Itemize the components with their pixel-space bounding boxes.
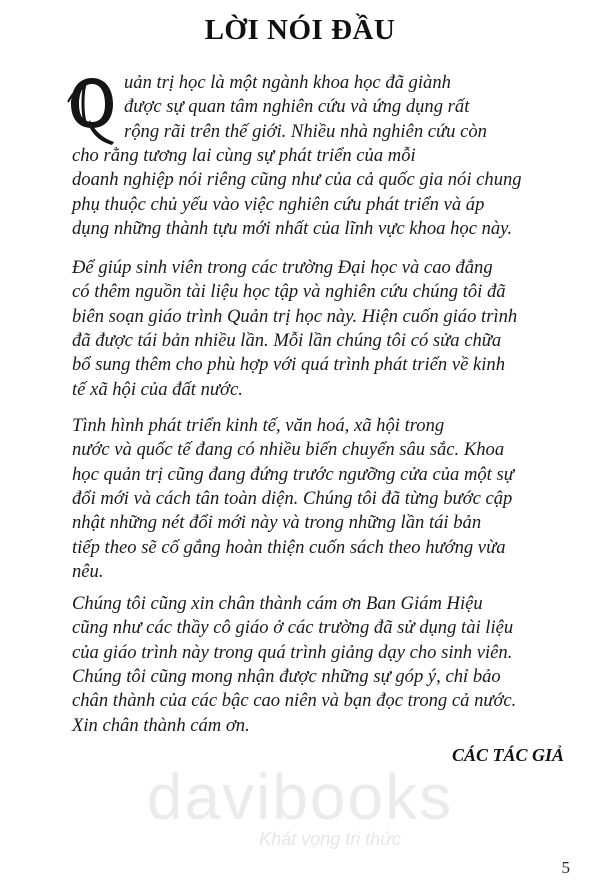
page-title: LỜI NÓI ĐẦU [204, 14, 396, 46]
paragraph-3-line: tiếp theo sẽ cố gắng hoàn thiện cuốn sách theo hướng vừa [72, 536, 506, 558]
paragraph-2-line: tế xã hội của đất nước. [72, 378, 243, 400]
paragraph-3-line: học quản trị cũng đang đứng trước ngưỡng cửa của một sự [72, 463, 514, 485]
paragraph-1-line: rộng rãi trên thế giới. Nhiều nhà nghiên cứu còn [124, 120, 487, 142]
paragraph-3-line: nêu. [72, 560, 104, 582]
paragraph-4-line: Chúng tôi cũng mong nhận được những sự góp ý, chỉ bảo [72, 665, 501, 687]
paragraph-1-line: uản trị học là một ngành khoa học đã giành [124, 72, 451, 93]
paragraph-4-line: Xin chân thành cám ơn. [72, 714, 250, 736]
paragraph-2-line: biên soạn giáo trình Quản trị học này. Hiện cuốn giáo trình [72, 305, 518, 327]
paragraph-3-line: nhật những nét đổi mới này và trong những lần tái bản [72, 512, 482, 534]
paragraph-4-line: chân thành của các bậc cao niên và bạn đọc trong cả nước. [72, 690, 517, 712]
paragraph-4-line: của giáo trình này trong quá trình giảng dạy cho sinh viên. [72, 641, 513, 663]
drop-cap-q [66, 72, 118, 146]
signature: CÁC TÁC GIẢ [451, 745, 564, 765]
paragraph-3-line: đổi mới và cách tân toàn diện. Chúng tôi đã từng bước cập [72, 487, 513, 509]
paragraph-4-line: Chúng tôi cũng xin chân thành cám ơn Ban Giám Hiệu [72, 593, 483, 614]
watermark-tagline: Khát vọng tri thức [259, 829, 401, 849]
paragraph-1-line: doanh nghiệp nói riêng cũng như của cả quốc gia nói chung [72, 169, 522, 191]
paragraph-2-line: có thêm nguồn tài liệu học tập và nghiên cứu chúng tôi đã [72, 281, 506, 303]
paragraph-1-line: phụ thuộc chủ yếu vào việc nghiên cứu phát triển và áp [72, 193, 485, 215]
paragraph-2-line: Để giúp sinh viên trong các trường Đại học và cao đẳng [72, 257, 493, 278]
paragraph-1-line: cho rằng tương lai cùng sự phát triển của mỗi [72, 144, 416, 166]
paragraph-1-line: được sự quan tâm nghiên cứu và ứng dụng rất [124, 96, 470, 118]
page-number: 5 [561, 858, 570, 877]
paragraph-4-line: cũng như các thầy cô giáo ở các trường đã sử dụng tài liệu [72, 617, 514, 639]
paragraph-3-line: nước và quốc tế đang có nhiều biến chuyển sâu sắc. Khoa [72, 439, 505, 461]
paragraph-3-line: Tình hình phát triển kinh tế, văn hoá, xã hội trong [72, 415, 445, 436]
paragraph-1-line: dụng những thành tựu mới nhất của lĩnh vực khoa học này. [72, 217, 513, 239]
paragraph-2-line: bổ sung thêm cho phù hợp với quá trình phát triển về kinh [72, 354, 505, 376]
watermark-logo: davibooks [146, 761, 454, 833]
paragraph-2-line: đã được tái bản nhiều lần. Mỗi lần chúng tôi có sửa chữa [72, 329, 502, 351]
